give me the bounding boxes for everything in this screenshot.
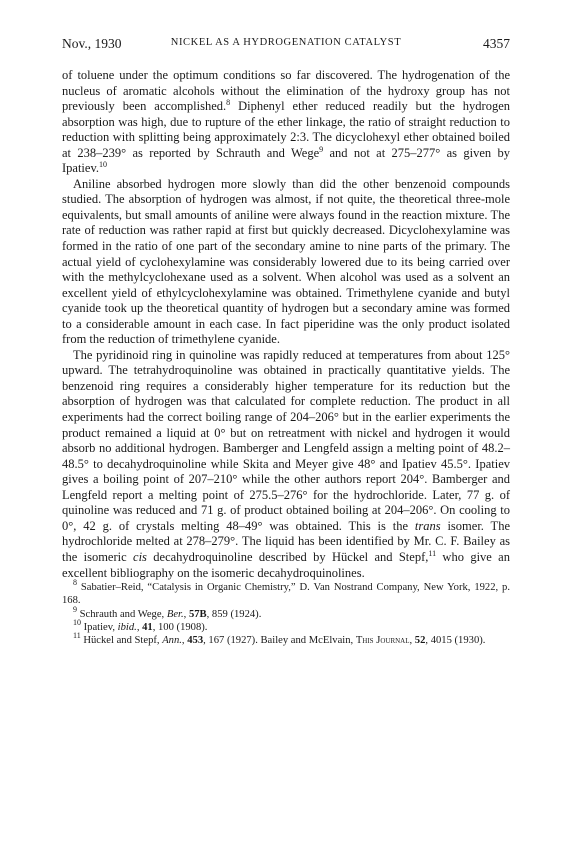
text-run: Hückel and Stepf, [80,635,163,647]
footnotes [62,578,510,647]
footnote [62,617,510,634]
text-run: Aniline absorbed hydrogen more slowly than did the other benzenoid compounds studied. The absorption of hydrogen was almost, if not quite, the theoretical three-mole equivalents, but small amounts of aniline were always found in the reaction mixture. The rate of reduction was rather rapid at first but quickly decreased. Dicyclohexylamine was formed in the ratio of one part of the secondary amine to nine parts of the primary. The actual yield of cyclohexylamine was considerably lowered due to its being carried over with the methylcyclohexane used as a solvent. When alcohol was used as a solvent an excellent yield of ethylcyclohexylamine was obtained. Trimethylene cyanide and butyl cyanide took up the theoretical quantity of hydrogen but a secondary amine was formed to a considerable amount in each case. In fact piperidine was the only product isolated from the reduction of trimethylene cyanide. [62,176,510,347]
text-run: , 167 (1927). Bailey and McElvain, [203,635,356,647]
reference-marker: 10 [73,617,81,627]
text-run: Ann. [162,635,182,647]
text-run: , [181,635,188,647]
text-run: , [409,635,415,647]
reference-marker: 11 [428,548,437,558]
page-number: 4357 [483,36,510,51]
text-run: of toluene under the optimum conditions so far discovered. The hydrogenation of the nucleus of aromatic alcohols without the elimination of the hydroxy group has not previously been accomplished. [62,68,510,114]
text-run: ibid. [117,621,137,633]
paragraph [62,348,510,581]
text-run: 52 [414,635,426,647]
text-run: 453 [187,635,204,647]
text-run: Diphenyl ether reduced readily but the hydrogen absorption was high, due to rupture of the ether linkage, the ratio of straight reduction to reduction with splitting being approximately 2:3. The dicyclohexyl ether obtained boiled at 238–239° as reported by Schrauth and Wege [62,99,511,160]
text-run: and not at 275–277° as given by Ipatiev. [62,145,510,176]
reference-marker: 8 [73,578,77,588]
article-body [62,68,510,581]
text-run: isomer. The hydrochloride melted at 278–279°. The liquid has been identified by Mr. C. F. Bailey as the isomeric [62,518,510,564]
paragraph [62,68,510,177]
text-run: Schrauth and Wege, [77,608,167,620]
running-header [62,36,510,54]
text-run: who give an excellent bibliography on the isomeric decahydroquinolines. [62,549,510,580]
text-run: , [183,608,189,620]
text-run: , 859 (1924). [206,608,262,620]
reference-marker: 9 [319,144,324,154]
footnote [62,604,510,621]
text-run: decahydroquinoline described by Hückel and Stepf, [146,549,429,564]
reference-marker: 11 [73,631,81,641]
footnote [62,631,510,647]
text-run: , [136,621,143,633]
reference-marker: 9 [73,604,77,614]
text-run: Ber. [166,608,184,620]
text-run: The pyridinoid ring in quinoline was rapidly reduced at temperatures from about 125° upward. The tetrahydroquinoline was obtained in practically quantitative yields. The benzenoid ring requires a considerably higher temperature for its reduction but the absorption of hydrogen was that calculated for complete reduction. The product in all experiments had the correct boiling range of 204–206° but in the earlier experiments the product remained a liquid at 0° but on retreatment with nickel and hydrogen it would absorb no additional hydrogen. Bamberger and Lengfeld assign a melting point of 48.2–48.5° to decahydroquinoline while Skita and Meyer give 48° and Ipatiev 45.5°. Ipatiev gives a boiling point of 207–210° while the other authors report 204°. Bamberger and Lengfeld report a melting point of 275.5–276° for the hydrochloride. Later, 77 g. of quinoline was reduced and 71 g. of product obtained boiling at 204–206°. On cooling to 0°, 42 g. of crystals melting 48–49° was obtained. This is the [62,347,510,533]
journal-page [62,36,510,648]
text-run: This Journal [355,635,410,647]
text-run: Ipatiev, [81,621,118,633]
paragraph [62,177,510,348]
text-run: , 100 (1908). [152,621,208,633]
header-date: Nov., 1930 [62,36,122,51]
reference-marker: 8 [226,98,231,108]
text-run: Sabatier–Reid, “Catalysis in Organic Chemistry,” D. Van Nostrand Company, New York, 1922, p. 168. [62,582,510,607]
text-run: 41 [142,621,153,633]
header-title: NICKEL AS A HYDROGENATION CATALYST [170,37,402,48]
reference-marker: 10 [99,160,108,170]
text-run: 57B [188,608,207,620]
text-run: cis [133,549,147,564]
footnote [62,578,510,608]
text-run: trans [414,518,441,533]
text-run: , 4015 (1930). [425,635,486,647]
